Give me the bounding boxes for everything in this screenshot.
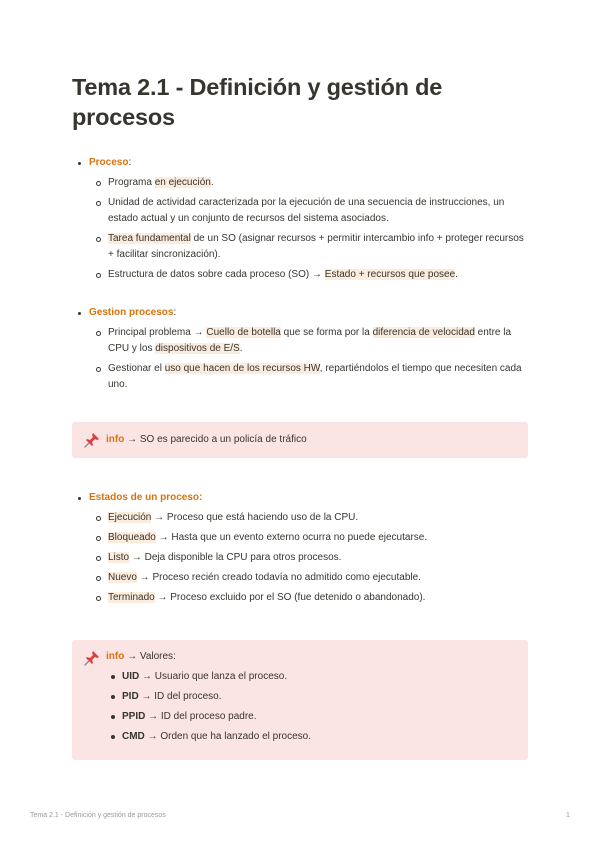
list-item: Terminado → Proceso excluido por el SO (fue detenido o abandonado). bbox=[89, 590, 532, 606]
heading-proceso: Proceso bbox=[89, 157, 129, 168]
section-gestion bbox=[72, 305, 532, 397]
list-item: Estructura de datos sobre cada proceso (SO) → Estado + recursos que posee. bbox=[89, 267, 532, 283]
section-proceso bbox=[72, 155, 532, 287]
highlight: Cuello de botella bbox=[206, 327, 281, 338]
callout-label: info bbox=[106, 434, 125, 445]
gestion-sublist bbox=[89, 325, 532, 393]
highlight: dispositivos de E/S bbox=[155, 343, 240, 354]
list-item: Principal problema → Cuello de botella que se forma por la diferencia de velocidad entre la CPU y los dispositivos de E/S. bbox=[89, 325, 532, 357]
list-item: Listo → Deja disponible la CPU para otros procesos. bbox=[89, 550, 532, 566]
heading-gestion: Gestion procesos bbox=[89, 307, 174, 318]
heading-estados: Estados de un proceso: bbox=[89, 492, 203, 503]
highlight: Listo bbox=[108, 552, 130, 563]
page-title: Tema 2.1 - Definición y gestión de procesos bbox=[72, 74, 443, 130]
list-item: Unidad de actividad caracterizada por la ejecución de una secuencia de instrucciones, un estado actual y un conjunto de recursos del sistema asociados. bbox=[89, 195, 532, 227]
callout-label: info bbox=[106, 651, 125, 662]
estados-sublist bbox=[89, 510, 532, 606]
callout-info-valores bbox=[72, 640, 528, 760]
highlight: Bloqueado bbox=[108, 532, 156, 543]
highlight: Tarea fundamental bbox=[108, 233, 191, 244]
list-item: Tarea fundamental de un SO (asignar recursos + permitir intercambio info + proteger recursos + facilitar sincronización). bbox=[89, 231, 532, 263]
highlight: uso que hacen de los recursos HW bbox=[164, 363, 320, 374]
highlight: Nuevo bbox=[108, 572, 137, 583]
footer-title: Tema 2.1 - Definición y gestión de procesos bbox=[30, 812, 166, 819]
page-number: 1 bbox=[566, 812, 570, 819]
valores-list bbox=[106, 669, 311, 745]
callout-text: → Valores: bbox=[124, 651, 176, 662]
highlight: Ejecución bbox=[108, 512, 152, 523]
callout-info-policia bbox=[72, 422, 528, 458]
highlight: Estado + recursos que posee bbox=[324, 269, 456, 280]
section-estados bbox=[72, 490, 532, 610]
list-item: Bloqueado → Hasta que un evento externo ocurra no puede ejecutarse. bbox=[89, 530, 532, 546]
list-item: Nuevo → Proceso recién creado todavía no admitido como ejecutable. bbox=[89, 570, 532, 586]
highlight: diferencia de velocidad bbox=[372, 327, 475, 338]
list-item-gestion: Gestion procesos: Principal problema → Cuello de botella que se forma por la diferencia de velocidad entre la CPU y los dispositivos de E/S. Gestionar el uso que hacen de los recursos HW, repartiéndolos el tiempo que necesiten cada uno. bbox=[72, 305, 532, 393]
callout-text: → SO es parecido a un policía de tráfico bbox=[124, 434, 307, 445]
pushpin-icon bbox=[84, 650, 100, 666]
list-item: Programa en ejecución. bbox=[89, 175, 532, 191]
list-item-estados bbox=[72, 490, 532, 606]
proceso-sublist bbox=[89, 175, 532, 283]
highlight: en ejecución bbox=[154, 177, 211, 188]
list-item: CMD → Orden que ha lanzado el proceso. bbox=[106, 729, 311, 745]
list-item: PID → ID del proceso. bbox=[106, 689, 311, 705]
list-item-proceso: Proceso: Programa en ejecución. Unidad de actividad caracterizada por la ejecución de una secuencia de instrucciones, un estado actual y un conjunto de recursos del sistema asociados. Tarea fundamental de un SO (asignar recursos + permitir intercambio info + proteger recursos + facilitar sincronización). Estructura de datos sobre cada proceso (SO) → Estado + recursos que posee. bbox=[72, 155, 532, 283]
highlight: Terminado bbox=[108, 592, 155, 603]
list-item: PPID → ID del proceso padre. bbox=[106, 709, 311, 725]
list-item: Gestionar el uso que hacen de los recursos HW, repartiéndolos el tiempo que necesiten cada uno. bbox=[89, 361, 532, 393]
pushpin-icon bbox=[84, 432, 100, 448]
list-item: Ejecución → Proceso que está haciendo uso de la CPU. bbox=[89, 510, 532, 526]
list-item: UID → Usuario que lanza el proceso. bbox=[106, 669, 311, 685]
